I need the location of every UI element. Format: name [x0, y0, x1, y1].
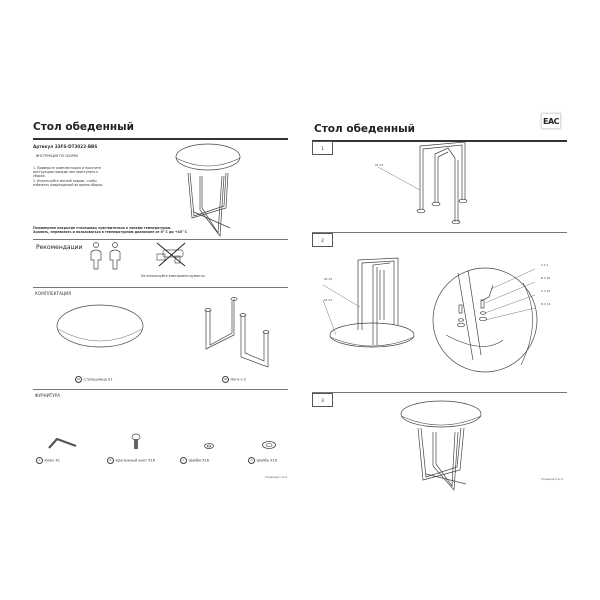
step-3-box: 3: [312, 393, 333, 407]
note-line: избежать повреждений во время сборки.: [33, 182, 104, 187]
legs-illustration: [200, 295, 270, 365]
temperature-warning: [33, 226, 187, 234]
left-page-title: Стол обеденный: [33, 121, 134, 133]
hardware-item-washer-small: [180, 457, 209, 464]
part-code-badge: C: [180, 457, 187, 464]
warning-line: Полимерное покрытие столешниц чувствительно к низким температурам.: [33, 226, 172, 230]
section-divider: [33, 287, 288, 288]
detail-callout-c: C X 16: [541, 289, 551, 293]
step-2-callout: 01 X1: [324, 298, 333, 302]
right-page-number: Страница 2 из 2: [541, 478, 564, 481]
detail-callout-b: B X 16: [541, 276, 551, 280]
note-line: 2. Используйте мягкий коврик, чтобы: [33, 178, 97, 183]
article-number: Артикул 33FS-DT3022-BBS: [33, 144, 98, 149]
kit-item-legs: [222, 376, 246, 383]
table-illustration: [170, 140, 250, 240]
step-2-assembly-illustration: [320, 255, 420, 355]
hardware-label: ФУРНИТУРА: [35, 393, 61, 398]
part-code-badge: B: [107, 457, 114, 464]
note-line: инструкцию прежде чем приступать к: [33, 170, 99, 175]
step-1-box: 1: [312, 141, 333, 155]
screw-icon: [131, 434, 141, 450]
small-washer-icon: [204, 443, 214, 449]
assembly-notes: [33, 166, 103, 187]
no-power-tools-caption: Не используйте электроинструменты: [141, 274, 205, 278]
large-washer-icon: [262, 441, 276, 449]
kit-item-label: Столешница X1: [83, 377, 113, 382]
step-3-final-table-illustration: [400, 400, 482, 490]
hardware-item-key: [36, 457, 60, 464]
kit-item-label: Ноги x 2: [230, 377, 246, 382]
two-people-icon: [89, 242, 129, 272]
note-line: сборке.: [33, 174, 46, 179]
warning-line: Хранить, перевозить и пользоваться в температурном диапазоне от 0° С до +40° С: [33, 230, 188, 235]
tabletop-illustration: [55, 303, 145, 351]
hardware-item-screw: [107, 457, 155, 464]
step-2-box: 2: [312, 233, 333, 247]
hardware-item-label: Шайба X16: [188, 458, 209, 463]
hex-key-icon: [48, 436, 78, 450]
step-1-callout: 02 X2: [375, 163, 384, 167]
step-2-callout: 02 X2: [324, 277, 333, 281]
step-2-detail-illustration: [433, 265, 543, 375]
hardware-item-label: Крепежный винт X16: [115, 458, 156, 463]
step-divider: [312, 392, 567, 393]
part-code-badge: A: [36, 457, 43, 464]
part-code-badge: D: [248, 457, 255, 464]
recommendations-label: Рекомендации: [36, 244, 83, 251]
part-code-badge: 01: [76, 378, 81, 381]
hardware-item-label: Ключ X1: [44, 458, 60, 463]
no-power-tools-icon: [153, 240, 189, 268]
step-divider: [312, 232, 567, 233]
note-line: 1. Проверьте комплектацию и прочтите: [33, 166, 101, 170]
left-page-number: Страница 1 из 2: [265, 476, 288, 479]
hardware-item-label: Шайба X16: [256, 458, 277, 463]
right-page-title: Стол обеденный: [314, 123, 415, 135]
kit-item-tabletop: [75, 376, 113, 383]
step-1-legs-illustration: [370, 140, 480, 225]
part-code-badge: 02: [223, 378, 228, 381]
kit-label: КОМПЛЕКТАЦИЯ: [35, 291, 72, 296]
eac-mark: EAC: [541, 113, 561, 129]
detail-callout-d: D X 16: [541, 302, 551, 306]
instruction-heading: ИНСТРУКЦИЯ ПО СБОРКЕ: [36, 154, 79, 158]
detail-callout-a: A X 1: [541, 263, 549, 267]
hardware-item-washer-large: [248, 457, 277, 464]
section-divider: [33, 389, 288, 390]
